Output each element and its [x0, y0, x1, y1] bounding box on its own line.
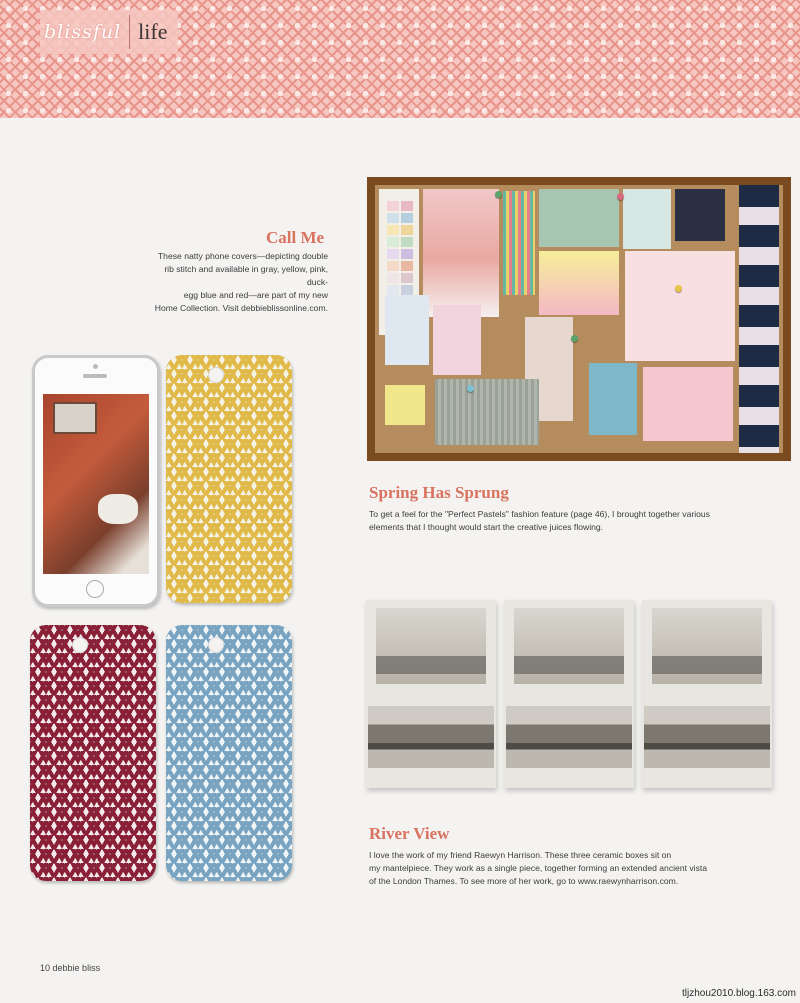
spring-line: To get a feel for the "Perfect Pastels" fashion feature (page 46), I brought together various — [369, 509, 710, 519]
call-me-line: egg blue and red—are part of my new — [183, 290, 328, 300]
call-me-title: Call Me — [266, 228, 325, 247]
red-phone-cover — [30, 625, 156, 881]
box-interior-print — [652, 608, 762, 684]
call-me-line: rib stitch and available in gray, yellow, pink, duck- — [164, 264, 328, 287]
patterned-header-banner — [0, 0, 800, 118]
section-label: life — [138, 19, 168, 44]
box-interior-print — [514, 608, 624, 684]
yellow-phone-cover — [166, 355, 292, 603]
box-interior-print — [376, 608, 486, 684]
publication-name: debbie bliss — [52, 963, 101, 973]
bicycle-photo — [623, 189, 671, 249]
pin-icon — [571, 335, 578, 342]
river-line: my mantelpiece. They work as a single piece, together forming an extended ancient vista — [369, 863, 708, 873]
river-view-body — [369, 849, 769, 888]
page-number: 10 — [40, 963, 51, 973]
picture-frame-image — [53, 402, 97, 434]
pink-knit-photo — [643, 367, 733, 441]
box-thames-print — [368, 706, 494, 768]
blue-sweater-photo — [385, 295, 429, 365]
iphone-screen — [43, 394, 149, 574]
call-me-line: These natty phone covers—depicting double — [157, 251, 328, 261]
yellow-bag-photo — [385, 385, 425, 425]
ceramic-box — [642, 600, 772, 788]
home-button-icon — [86, 580, 104, 598]
river-line: of the London Thames. To see more of her work, go to www.raewynharrison.com. — [369, 876, 679, 886]
cupcakes-photo — [539, 251, 619, 315]
river-view-title: River View — [369, 824, 450, 843]
river-line: I love the work of my friend Raewyn Harrison. These three ceramic boxes sit on — [369, 850, 672, 860]
ceramic-box — [366, 600, 496, 788]
fashion-models-photo — [675, 189, 725, 241]
header-divider — [129, 15, 130, 49]
mood-board-photo — [367, 177, 791, 461]
fashion-strip — [739, 185, 779, 453]
blue-phone-cover — [166, 625, 292, 881]
blue-outfit-photo — [589, 363, 637, 435]
spring-has-sprung-title: Spring Has Sprung — [369, 483, 509, 502]
color-swatches — [387, 201, 413, 295]
watermark: tljzhou2010.blog.163.com — [682, 988, 796, 999]
pastel-clothing-photo — [625, 251, 735, 361]
fashion-photo-balloons — [423, 189, 499, 317]
page-footer — [40, 963, 100, 973]
speaker-grille — [83, 374, 107, 378]
call-me-body — [150, 250, 328, 315]
knitted-swatch — [435, 379, 539, 445]
ceramic-boxes-photo — [362, 590, 780, 790]
header-label — [40, 10, 178, 54]
box-thames-print — [644, 706, 770, 768]
box-thames-print — [506, 706, 632, 768]
pin-icon — [675, 285, 682, 292]
spring-line: elements that I thought would start the creative juices flowing. — [369, 522, 604, 532]
yarn-strands — [503, 191, 535, 295]
iphone-photo — [32, 355, 160, 607]
pin-icon — [617, 193, 624, 200]
camera-icon — [93, 364, 98, 369]
pink-sweater-photo — [433, 305, 481, 375]
spring-has-sprung-body — [369, 508, 769, 534]
cork-board — [375, 185, 783, 453]
call-me-line: Home Collection. Visit debbieblissonline.com. — [154, 303, 328, 313]
pin-icon — [467, 385, 474, 392]
brand-logo: blissful — [44, 21, 122, 43]
pin-icon — [495, 191, 502, 198]
ceramic-box — [504, 600, 634, 788]
dog-image — [98, 494, 138, 524]
pastel-spoons-photo — [539, 189, 619, 247]
